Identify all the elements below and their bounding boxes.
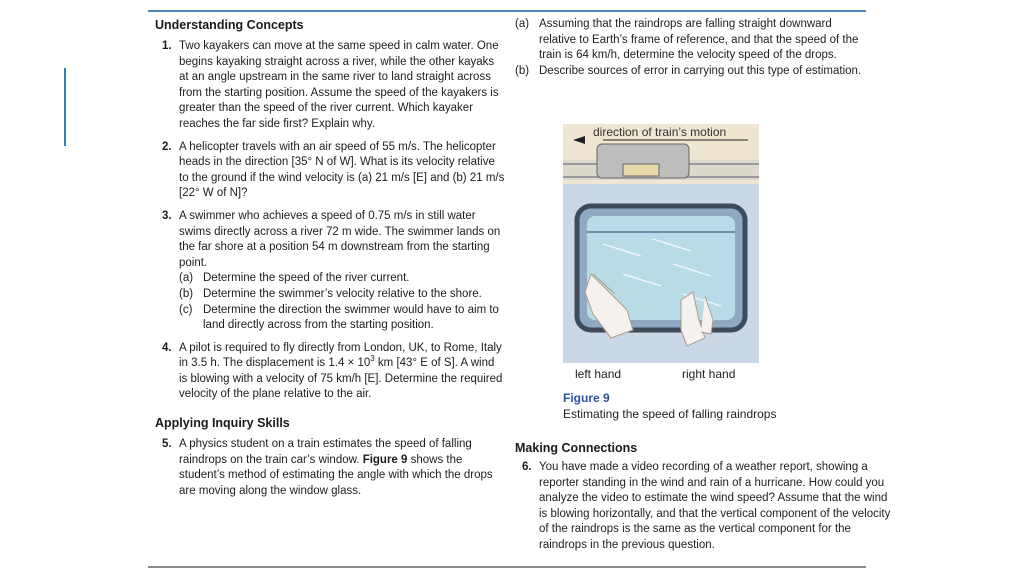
- question-number: 1.: [162, 40, 172, 52]
- sub-label: (c): [179, 303, 193, 316]
- sub-text: Determine the swimmer’s velocity relative to the shore.: [203, 287, 482, 300]
- figure-9-illustration: [563, 124, 759, 363]
- question-3b: [179, 287, 505, 303]
- right-column: [515, 17, 867, 79]
- sub-text: Assuming that the raindrops are falling straight downward relative to Earth’s frame of reference, and that the speed of the train is 64 km/h, determine the velocity speed of the drops.: [539, 18, 859, 62]
- sub-label: (b): [515, 64, 530, 77]
- understanding-heading: Understanding Concepts: [155, 18, 304, 32]
- right-hand-label: right hand: [682, 367, 736, 381]
- sub-label: (a): [179, 272, 194, 285]
- question-3a: [179, 271, 505, 287]
- figure-caption: Estimating the speed of falling raindrops: [563, 407, 777, 421]
- question-text: Two kayakers can move at the same speed in calm water. One begins kayaking straight across a river, while the other kayaks at an angle upstream in the same river to land straight across from the starting position. Assume the speed of the kayakers is greater than the speed of the river current. Which kayaker reaches the far side first? Explain why.: [179, 40, 499, 130]
- question-number: 5.: [162, 438, 172, 451]
- left-column: [155, 17, 505, 506]
- top-rule: [148, 10, 866, 12]
- question-text-after: shows the student’s method of estimating the angle with which the drops are moving along the window glass.: [179, 453, 493, 497]
- sub-label: (b): [179, 287, 194, 300]
- train-window-drawing: [563, 124, 759, 363]
- exponent: 3: [370, 354, 375, 364]
- question-3c: [179, 303, 505, 334]
- sub-text: Determine the direction the swimmer would have to aim to land directly across from the starting position.: [203, 303, 499, 332]
- question-4: [155, 341, 505, 403]
- question-number: 6.: [522, 461, 532, 473]
- question-text-before: A physics student on a train estimates the speed of falling raindrops on the train car’s window.: [179, 438, 472, 466]
- question-text-after: km [43° E of S]. A wind is blowing with a velocity of 75 km/h [E]. Determine the required velocity of the plane relative to the air.: [179, 357, 503, 401]
- question-text: You have made a video recording of a weather report, showing a reporter standing in the wind and rain of a hurricane. How could you analyze the video to estimate the wind speed? Assume that the wind is blowing horizontally, and that the vertical component of the velocity of the raindrops is the same as the vertical component for the raindrops in the previous question.: [539, 461, 891, 551]
- question-3: [155, 209, 505, 334]
- inquiry-heading: Applying Inquiry Skills: [155, 416, 290, 431]
- question-5b: [515, 64, 867, 80]
- question-5: [155, 437, 505, 499]
- connections-heading: Making Connections: [515, 441, 638, 455]
- question-number: 2.: [162, 140, 172, 153]
- sub-text: Determine the speed of the river current.: [203, 272, 410, 285]
- motion-label: direction of train’s motion: [593, 125, 727, 139]
- question-number: 4.: [162, 341, 172, 354]
- sub-label: (a): [515, 18, 530, 30]
- slide-accent-bar: [64, 68, 66, 146]
- bottom-rule: [148, 566, 866, 568]
- figure-title: Figure 9: [563, 391, 610, 405]
- question-number: 3.: [162, 209, 172, 222]
- motion-arrow-head: [573, 136, 585, 144]
- question-text: A swimmer who achieves a speed of 0.75 m/s in still water swims directly across a river 72 m wide. The swimmer lands on the far shore at a position 54 m downstream from the starting point.: [179, 209, 501, 269]
- question-6: [515, 460, 891, 554]
- question-1: [155, 39, 505, 133]
- left-hand-label: left hand: [575, 367, 622, 381]
- sub-text: Describe sources of error in carrying out this type of estimation.: [539, 64, 862, 77]
- question-text-before: A pilot is required to fly directly from London, UK, to Rome, Italy in 3.5 h. The displacement is 1.4 × 10: [179, 341, 502, 370]
- question-2: [155, 140, 505, 202]
- question-text: A helicopter travels with an air speed of 55 m/s. The helicopter heads in the direction [35° N of W]. What is its velocity relative to the ground if the wind velocity is (a) 21 m/s [E] and (b) 21 m/s [22° W of N]?: [179, 140, 505, 200]
- figure-reference: Figure 9: [362, 453, 408, 466]
- question-5a: [515, 17, 867, 64]
